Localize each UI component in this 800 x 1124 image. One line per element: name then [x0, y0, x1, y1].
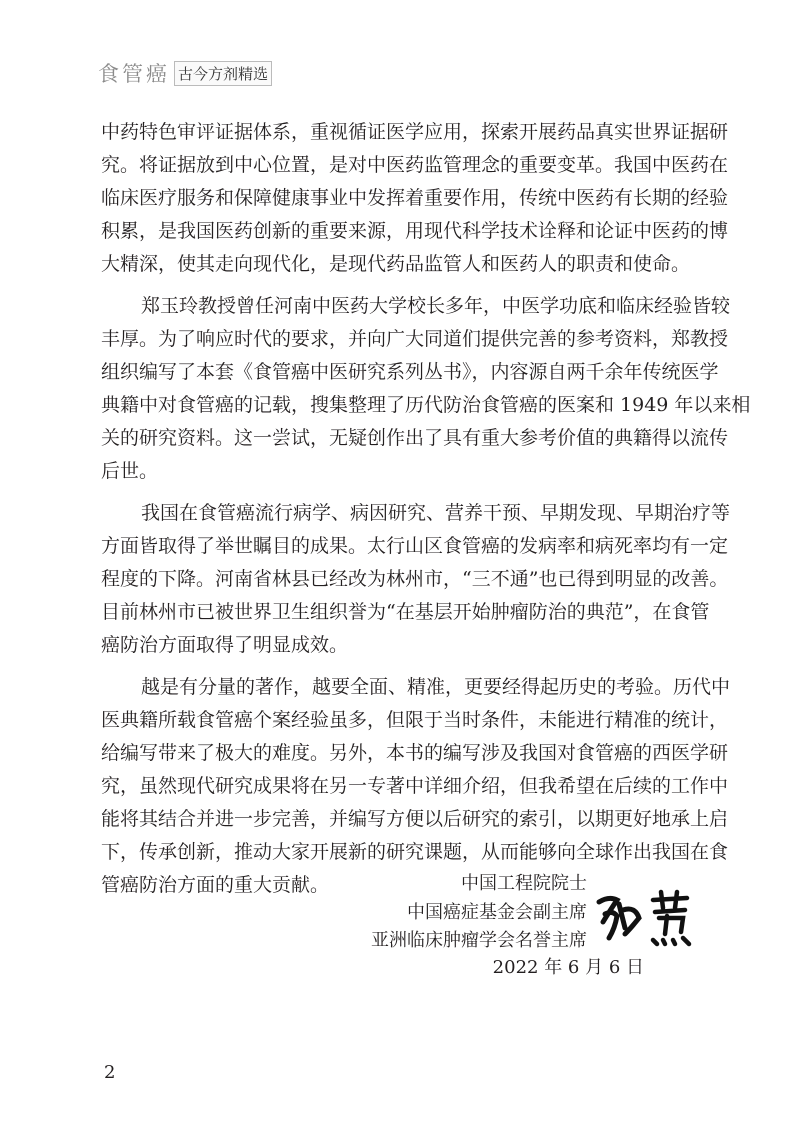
- date: 2022 年 6 月 6 日: [492, 957, 644, 978]
- text-line: 我国在食管癌流行病学、病因研究、营养干预、早期发现、早期治疗等: [141, 502, 731, 524]
- page-number: 2: [104, 1062, 116, 1083]
- paragraph: [101, 116, 729, 281]
- text-line: 程度的下降。河南省林县已经改为林州市，“三不通”也已得到明显的改善。: [101, 568, 729, 590]
- text-line: 医典籍所载食管癌个案经验虽多，但限于当时条件，未能进行精准的统计，: [101, 709, 729, 731]
- text-line: 管癌防治方面的重大贡献。: [101, 874, 330, 896]
- text-line: 方面皆取得了举世瞩目的成果。太行山区食管癌的发病率和病死率均有一定: [101, 535, 729, 557]
- signoff-title: 中国癌症基金会副主席: [407, 901, 587, 923]
- text-line: 越是有分量的著作，越要全面、精准，更要经得起历史的考验。历代中: [141, 676, 731, 698]
- paragraph: [101, 497, 731, 662]
- book-title: 食管癌: [98, 62, 170, 86]
- text-line: 后世。: [101, 460, 159, 482]
- text-line: 究。将证据放到中心位置，是对中医药监管理念的重要变革。我国中医药在: [101, 154, 729, 176]
- text-line: 典籍中对食管癌的记载，搜集整理了历代防治食管癌的医案和 1949 年以来相: [101, 394, 751, 416]
- text-line: 给编写带来了极大的难度。另外，本书的编写涉及我国对食管癌的西医学研: [101, 742, 729, 764]
- section-label: 古今方剂精选: [174, 61, 272, 86]
- text-line: 下，传承创新，推动大家开展新的研究课题，从而能够向全球作出我国在食: [101, 841, 729, 863]
- handwritten-signature: [595, 888, 695, 948]
- text-line: 郑玉玲教授曾任河南中医药大学校长多年，中医学功底和临床经验皆较: [141, 295, 731, 317]
- paragraph: [101, 290, 751, 488]
- text-line: 癌防治方面取得了明显成效。: [101, 634, 349, 656]
- text-line: 目前林州市已被世界卫生组织誉为“在基层开始肿瘤防治的典范”，在食管: [101, 601, 710, 623]
- signoff-titles: [371, 870, 587, 956]
- body-text: [101, 116, 751, 911]
- text-line: 大精深，使其走向现代化，是现代药品监管人和医药人的职责和使命。: [101, 253, 691, 275]
- text-line: 究，虽然现代研究成果将在另一专著中详细介绍，但我希望在后续的工作中: [101, 775, 729, 797]
- text-line: 积累，是我国医药创新的重要来源，用现代科学技术诠释和论证中医药的博: [101, 220, 729, 242]
- signoff-title: 中国工程院院士: [461, 873, 587, 894]
- paragraph: [101, 671, 731, 902]
- text-line: 关的研究资料。这一尝试，无疑创作出了具有重大参考价值的典籍得以流传: [101, 427, 729, 449]
- text-line: 能将其结合并进一步完善，并编写方便以后研究的索引，以期更好地承上启: [101, 808, 729, 830]
- running-header: [98, 58, 272, 88]
- text-line: 组织编写了本套《食管癌中医研究系列丛书》，内容源自两千余年传统医学: [101, 361, 719, 383]
- text-line: 临床医疗服务和保障健康事业中发挥着重要作用，传统中医药有长期的经验: [101, 187, 729, 209]
- text-line: 丰厚。为了响应时代的要求，并向广大同道们提供完善的参考资料，郑教授: [101, 328, 729, 350]
- signoff-title: 亚洲临床肿瘤学会名誉主席: [371, 930, 587, 951]
- text-line: 中药特色审评证据体系，重视循证医学应用，探索开展药品真实世界证据研: [101, 121, 729, 143]
